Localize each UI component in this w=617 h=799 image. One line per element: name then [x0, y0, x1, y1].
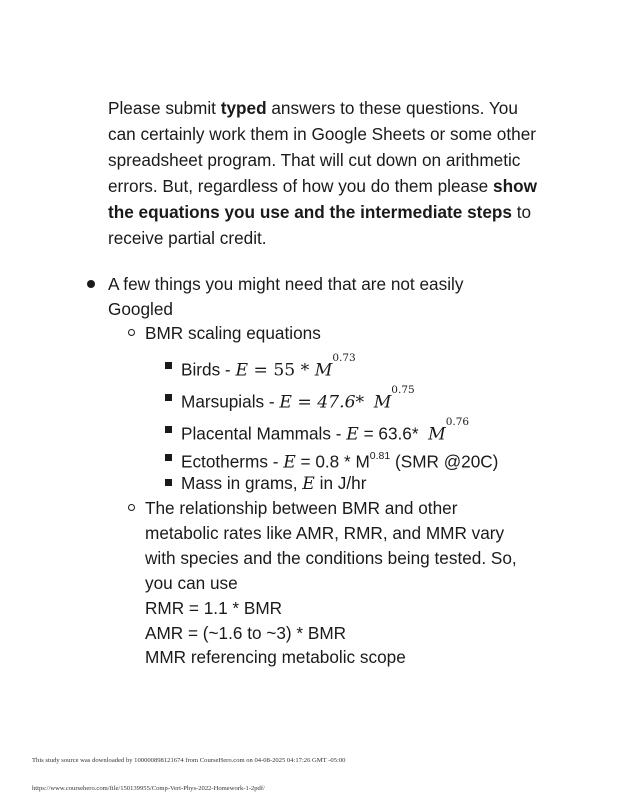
- equation-marsupials: Marsupials - E = 47.6* $M^{0.75}$: [181, 384, 415, 413]
- intro-text-2: answers to these questions. You can certainly work them in Google Sheets or some other spreadsheet program. That will cut down on arithmetic errors. But, regardless of how you do them please: [108, 98, 536, 196]
- intro-bold-typed: typed: [220, 98, 267, 118]
- relationship-line-4: you can use: [145, 573, 238, 593]
- bullet-square-icon: [165, 454, 172, 461]
- equation-ectotherms: Ectotherms - $E = 0.8 * M^{0.81}$ (SMR @20C): [181, 450, 499, 473]
- bullet-square-icon: [165, 394, 172, 401]
- footer-source-url[interactable]: https://www.coursehero.com/file/150139955/Comp-Vert-Phys-2022-Homework-1-2pdf/: [32, 785, 265, 792]
- intro-text-1: Please submit: [108, 98, 221, 118]
- mass-units-note: Mass in grams, E in J/hr: [181, 473, 367, 494]
- relationship-line-3: with species and the conditions being tested. So,: [145, 548, 517, 568]
- equation-birds: Birds - $E = 55 * M^{0.73}$: [181, 352, 356, 381]
- footer-download-notice: This study source was downloaded by 100000898121674 from CourseHero.com on 04-08-2025 04:17:26 GMT -05:00: [32, 757, 346, 764]
- bullet-hollow-icon: [128, 329, 135, 336]
- instructions-paragraph: [108, 95, 548, 251]
- equation-placental-mammals: Placental Mammals - E = 63.6* $M^{0.76}$: [181, 416, 470, 445]
- bullet-filled-icon: [87, 280, 95, 288]
- amr-equation: AMR = (~1.6 to ~3) * BMR: [145, 623, 347, 643]
- bullet-hollow-icon: [128, 504, 135, 511]
- relationship-line-1: The relationship between BMR and other: [145, 498, 458, 518]
- rmr-equation: RMR = 1.1 * BMR: [145, 598, 283, 618]
- intro-text-3: to receive partial credit.: [108, 202, 532, 248]
- list-item-1-line-2: Googled: [108, 299, 173, 319]
- bullet-square-icon: [165, 479, 172, 486]
- sub-item-bmr-scaling: BMR scaling equations: [145, 323, 321, 343]
- relationship-line-2: metabolic rates like AMR, RMR, and MMR vary: [145, 523, 505, 543]
- mmr-note: MMR referencing metabolic scope: [145, 647, 406, 667]
- list-item-1-line-1: A few things you might need that are not easily: [108, 274, 464, 294]
- bullet-square-icon: [165, 362, 172, 369]
- intro-bold-equations: show the equations you use and the intermediate steps: [108, 176, 537, 222]
- bullet-square-icon: [165, 426, 172, 433]
